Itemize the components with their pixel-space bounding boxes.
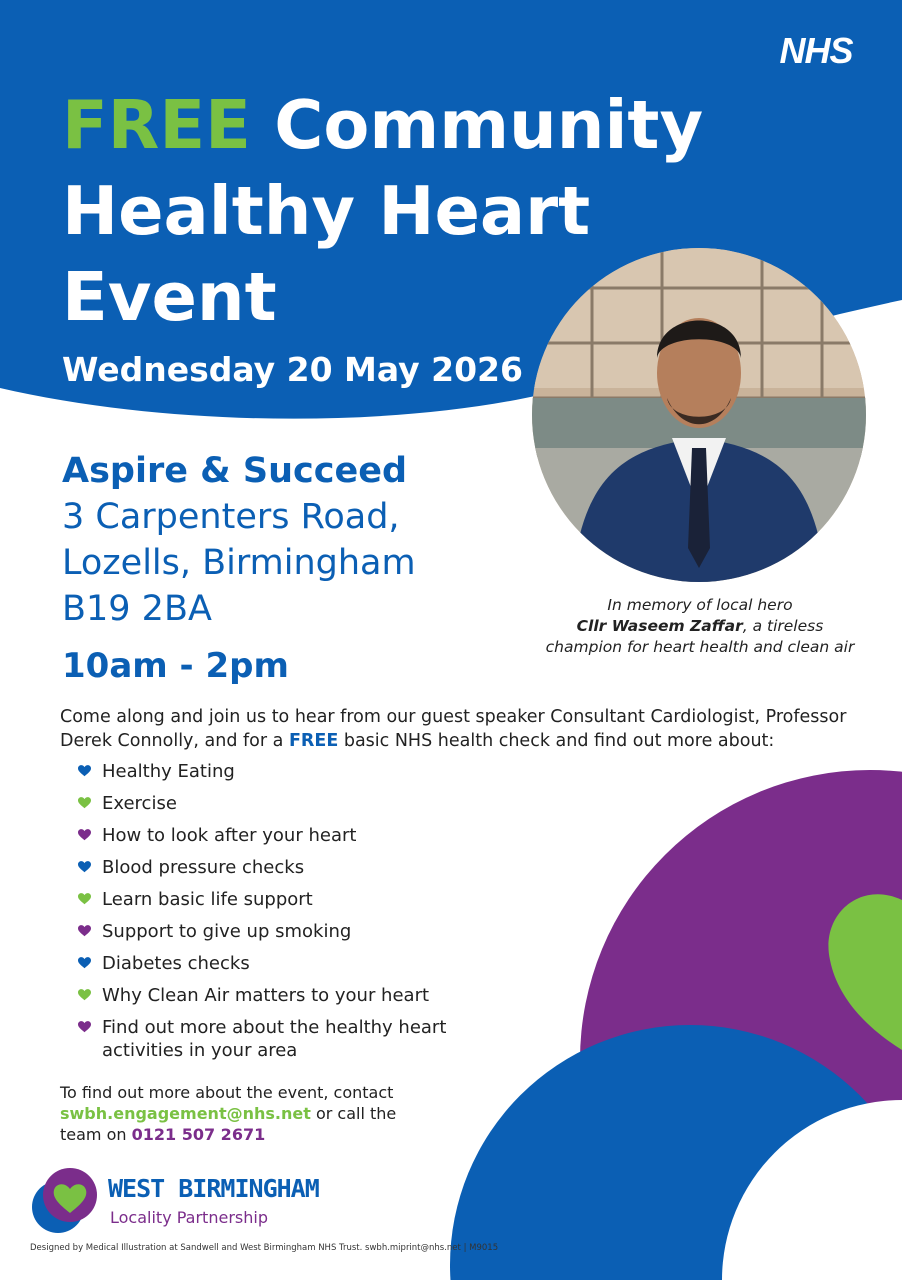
topics-list	[78, 760, 478, 1071]
footer-credit: Designed by Medical Illustration at Sandwell and West Birmingham NHS Trust. swbh.miprint@nhs.net | M9015	[30, 1243, 499, 1253]
topic-label: Support to give up smoking	[102, 921, 352, 942]
title-line1: Community	[274, 86, 704, 164]
photo-caption	[520, 595, 880, 658]
heart-bullet-icon	[78, 797, 91, 809]
topic-item	[78, 952, 478, 975]
nhs-logo: NHS	[764, 30, 868, 72]
contact-part2: or call the team on	[60, 1104, 397, 1144]
topic-item	[78, 984, 478, 1007]
intro-part2: basic NHS health check and find out more about:	[338, 731, 775, 751]
heart-bullet-icon	[78, 989, 91, 1001]
event-date: Wednesday 20 May 2026	[62, 350, 523, 389]
portrait-photo	[532, 248, 866, 582]
org-name: WEST BIRMINGHAM	[108, 1174, 319, 1203]
topic-item	[78, 856, 478, 879]
heart-bullet-icon	[78, 1021, 91, 1033]
caption-line2	[520, 616, 880, 637]
intro-part1: Come along and join us to hear from our guest speaker Consultant Cardiologist, Professor Derek Connolly, and for a	[60, 707, 847, 751]
topic-item	[78, 920, 478, 943]
contact-phone[interactable]: 0121 507 2671	[131, 1125, 266, 1144]
org-subtitle: Locality Partnership	[110, 1208, 268, 1227]
topic-item	[78, 792, 478, 815]
venue-postcode: B19 2BA	[62, 589, 212, 629]
venue-name: Aspire & Succeed	[62, 451, 408, 491]
topic-label: Diabetes checks	[102, 953, 250, 974]
caption-line2-rest: , a tireless	[742, 617, 824, 635]
heart-logo-icon	[30, 1165, 100, 1235]
intro-free: FREE	[288, 731, 339, 751]
venue-address-line2: Lozells, Birmingham	[62, 543, 416, 583]
topic-label: Find out more about the healthy heart activities in your area	[102, 1017, 447, 1061]
title-line3: Event	[62, 258, 277, 336]
topic-item	[78, 760, 478, 783]
contact-email[interactable]: swbh.engagement@nhs.net	[60, 1104, 311, 1123]
topic-label: Why Clean Air matters to your heart	[102, 985, 430, 1006]
heart-bullet-icon	[78, 829, 91, 841]
topic-label: Learn basic life support	[102, 889, 313, 910]
title-line2: Healthy Heart	[62, 172, 591, 250]
intro-paragraph	[60, 705, 880, 753]
heart-bullet-icon	[78, 893, 91, 905]
heart-bullet-icon	[78, 925, 91, 937]
topic-label: Blood pressure checks	[102, 857, 305, 878]
caption-line1: In memory of local hero	[607, 596, 793, 614]
title-free: FREE	[62, 86, 251, 164]
topic-label: Exercise	[102, 793, 177, 814]
venue-address-line1: 3 Carpenters Road,	[62, 497, 400, 537]
caption-line3: champion for heart health and clean air	[545, 638, 855, 656]
caption-name: Cllr Waseem Zaffar	[576, 617, 743, 635]
topic-label: How to look after your heart	[102, 825, 357, 846]
topic-item	[78, 824, 478, 847]
topic-item	[78, 888, 478, 911]
heart-bullet-icon	[78, 957, 91, 969]
topic-item	[78, 1016, 478, 1062]
contact-part1: To find out more about the event, contact	[60, 1083, 394, 1102]
heart-bullet-icon	[78, 765, 91, 777]
event-time: 10am - 2pm	[62, 646, 289, 686]
topic-label: Healthy Eating	[102, 761, 235, 782]
venue-block	[62, 448, 416, 632]
contact-paragraph	[60, 1082, 400, 1145]
heart-bullet-icon	[78, 861, 91, 873]
